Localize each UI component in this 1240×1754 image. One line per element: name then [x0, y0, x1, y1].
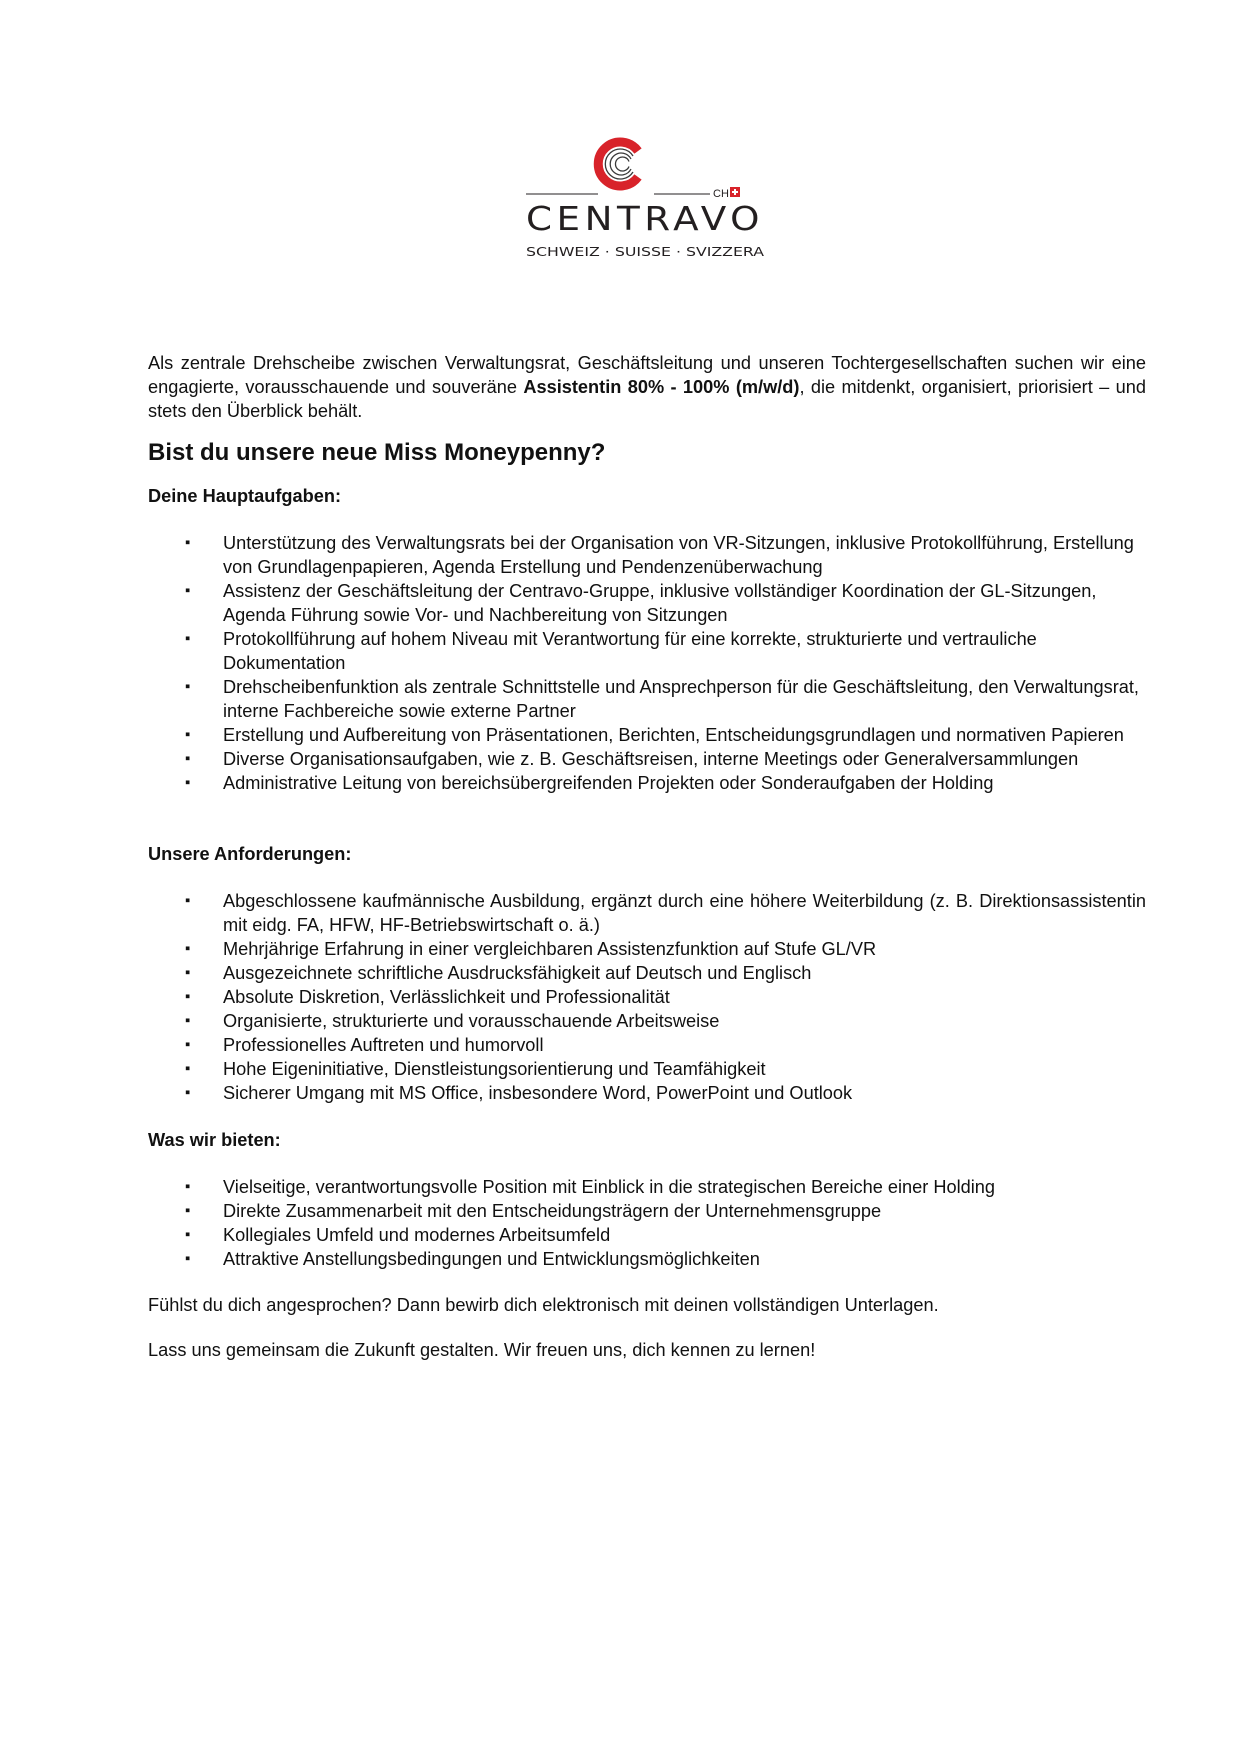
list-item: ▪ Administrative Leitung von bereichsübergreifenden Projekten oder Sonderaufgaben der Holding [148, 771, 1146, 795]
intro-paragraph [148, 351, 1146, 423]
list-item: ▪ Erstellung und Aufbereitung von Präsentationen, Berichten, Entscheidungsgrundlagen und normativen Papieren [148, 723, 1146, 747]
offer-list [148, 1175, 1146, 1271]
closing-greeting: Lass uns gemeinsam die Zukunft gestalten. Wir freuen uns, dich kennen zu lernen! [148, 1340, 816, 1360]
list-item: ▪ Hohe Eigeninitiative, Dienstleistungsorientierung und Teamfähigkeit [148, 1057, 1146, 1081]
list-item: ▪ Professionelles Auftreten und humorvoll [148, 1033, 1146, 1057]
position-title: Assistentin 80% - 100% (m/w/d) [523, 377, 800, 397]
list-item: ▪ Kollegiales Umfeld und modernes Arbeitsumfeld [148, 1223, 1146, 1247]
company-logo [526, 132, 776, 267]
list-item: ▪ Protokollführung auf hohem Niveau mit Verantwortung für eine korrekte, strukturierte und vertrauliche Dokumentation [148, 627, 1146, 675]
requirements-heading: Unsere Anforderungen: [148, 844, 352, 864]
closing-call-to-action: Fühlst du dich angesprochen? Dann bewirb dich elektronisch mit deinen vollständigen Unterlagen. [148, 1295, 939, 1315]
intro-text: Als zentrale Drehscheibe zwischen Verwaltungsrat, Geschäftsleitung und unseren Tochtergesellschaften suchen wir eine engagierte, vorausschauende und souveräne [148, 353, 1146, 397]
swiss-flag-icon [730, 187, 740, 197]
list-item: ▪ Absolute Diskretion, Verlässlichkeit und Professionalität [148, 985, 1146, 1009]
logo-tagline: SCHWEIZ · SUISSE · SVIZZERA [526, 244, 765, 259]
list-item: ▪ Direkte Zusammenarbeit mit den Entscheidungsträgern der Unternehmensgruppe [148, 1199, 1146, 1223]
list-item: ▪ Drehscheibenfunktion als zentrale Schnittstelle und Ansprechperson für die Geschäftsleitung, den Verwaltungsrat, interne Fachbereiche sowie externe Partner [148, 675, 1146, 723]
list-item: ▪ Sicherer Umgang mit MS Office, insbesondere Word, PowerPoint und Outlook [148, 1081, 1146, 1105]
list-item: ▪ Organisierte, strukturierte und vorausschauende Arbeitsweise [148, 1009, 1146, 1033]
offer-heading: Was wir bieten: [148, 1130, 281, 1150]
headline: Bist du unsere neue Miss Moneypenny? [148, 439, 606, 466]
list-item: ▪ Unterstützung des Verwaltungsrats bei der Organisation von VR-Sitzungen, inklusive Protokollführung, Erstellung von Grundlagenpapieren, Agenda Erstellung und Pendenzenüberwachung [148, 531, 1146, 579]
list-item: ▪ Ausgezeichnete schriftliche Ausdrucksfähigkeit auf Deutsch und Englisch [148, 961, 1146, 985]
list-item: ▪ Diverse Organisationsaufgaben, wie z. B. Geschäftsreisen, interne Meetings oder Generalversammlungen [148, 747, 1146, 771]
list-item: ▪ Attraktive Anstellungsbedingungen und Entwicklungsmöglichkeiten [148, 1247, 1146, 1271]
tasks-heading: Deine Hauptaufgaben: [148, 486, 342, 506]
list-item: ▪ Abgeschlossene kaufmännische Ausbildung, ergänzt durch eine höhere Weiterbildung (z. B. Direktionsassistentin mit eidg. FA, HFW, HF-Betriebswirtschaft o. ä.) [148, 889, 1146, 937]
logo-arc [615, 157, 629, 171]
list-item: ▪ Mehrjährige Erfahrung in einer vergleichbaren Assistenzfunktion auf Stufe GL/VR [148, 937, 1146, 961]
logo-country-code: CH [713, 188, 729, 200]
centravo-logo-mark [526, 132, 776, 267]
tasks-list [148, 531, 1146, 795]
logo-wordmark: CENTRAVO [526, 199, 764, 238]
logo-arc [610, 153, 631, 175]
job-posting [148, 351, 1146, 1362]
requirements-list [148, 889, 1146, 1105]
list-item: ▪ Vielseitige, verantwortungsvolle Position mit Einblick in die strategischen Bereiche einer Holding [148, 1175, 1146, 1199]
list-item: ▪ Assistenz der Geschäftsleitung der Centravo-Gruppe, inklusive vollständiger Koordination der GL-Sitzungen, Agenda Führung sowie Vor- und Nachbereitung von Sitzungen [148, 579, 1146, 627]
intro-text-end: , die mitdenkt, organisiert, priorisiert – und stets den Überblick behält. [148, 377, 1146, 421]
